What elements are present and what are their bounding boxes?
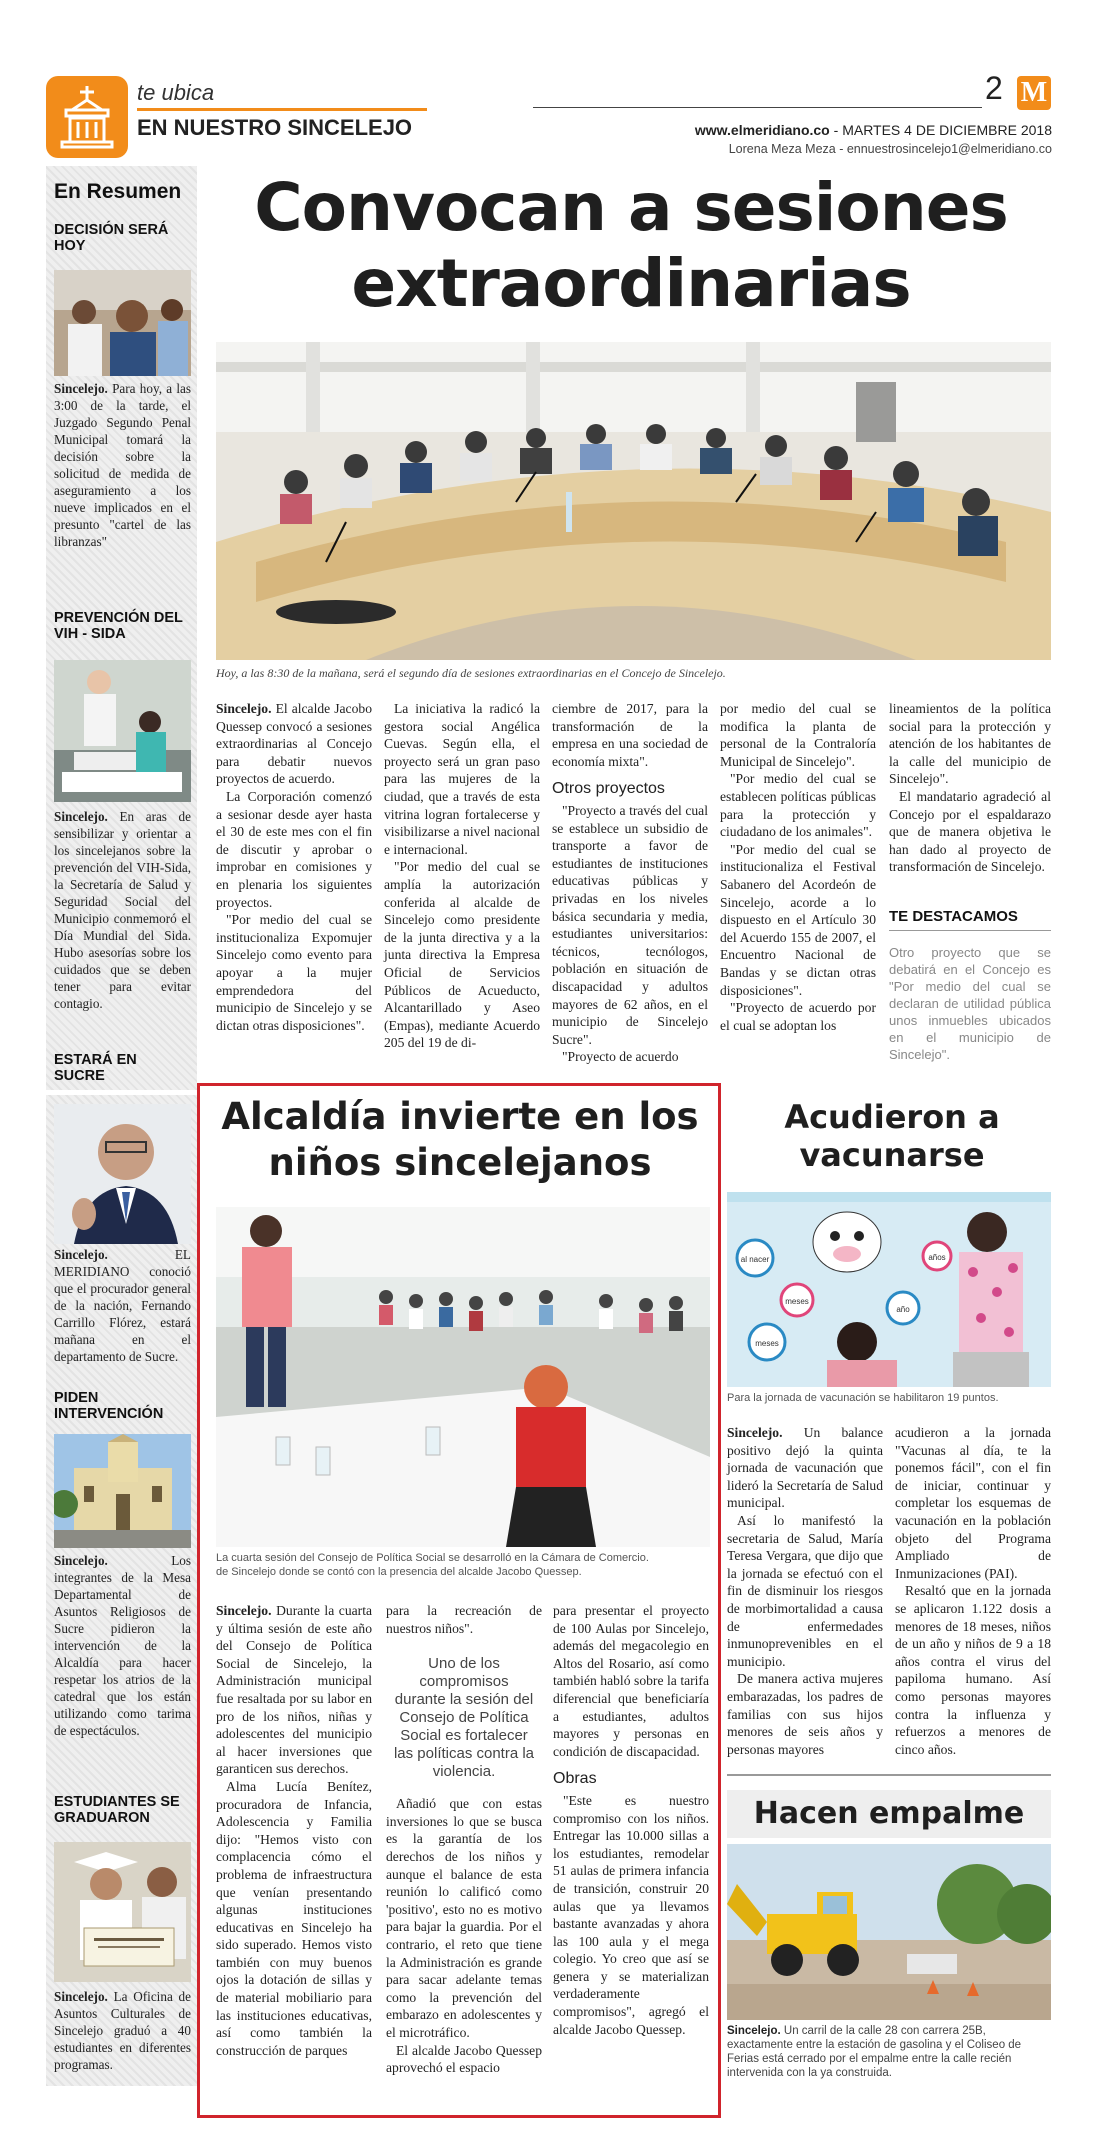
poster-label: al nacer: [740, 1255, 770, 1264]
main-col5-p2: El mandatario agradeció al Concejo por el espaldarazo que de manera objetiva le han dado al proyecto de transformación de Sincelejo.: [889, 788, 1051, 875]
alcaldia-headline: [210, 1094, 710, 1186]
article-lead: Sincelejo.: [216, 1603, 272, 1618]
section-name: EN NUESTRO SINCELEJO: [137, 115, 413, 140]
poster-label: años: [928, 1253, 946, 1262]
vacuna-headline: [727, 1098, 1057, 1174]
highlight-rule: [889, 930, 1051, 931]
alcaldia-col-1: [216, 1602, 372, 2059]
poster-label: meses: [785, 1297, 809, 1306]
main-headline-line2: extraordinarias: [351, 245, 911, 322]
sidebar-item-body: En aras de sensibilizar y orientar a los sincelejanos sobre la prevención del VIH-Sida, la Secretaría de Salud y Seguridad Social del Municipio conmemoró el Día Mundial del Sida. Hubo asesorías sobre los cuidados que se deben tener para evitar contagio.: [54, 809, 191, 1011]
sidebar-item-text: [54, 1552, 191, 1739]
alcaldia-col3-p1: para presentar el proyecto de 100 Aulas por Sincelejo, además del megacolegio en Altos del Rosario, así como también habló sobre la tarifa diferencial que beneficiaría a estudiantes, adultos mayores y personas en condición de discapacidad.: [553, 1603, 709, 1759]
alcaldia-col1-p1: Durante la cuarta y última sesión de este año del Consejo de Política Social de Sincelejo, la Administración municipal fue resaltada por su labor en pro de los niños, niñas y adolescentes del municipio al hacer inversiones que garanticen sus derechos.: [216, 1603, 373, 1777]
sidebar-item-body: Para hoy, a las 3:00 de la tarde, el Juzgado Segundo Penal Municipal tomará la decisión sobre la solicitud de medida de aseguramiento a los nueve implicados en el presunto "cartel de las libranzas": [54, 381, 191, 549]
alcaldia-col3-p2: "Este es nuestro compromiso con los niños. Entregar las 10.000 sillas a los estudiantes, remodelar 51 aulas de primera infancia de transición, construir 20 aulas que ya llevamos bastante avanzadas y ahora las 100 aula y el mega colegio. Yo creo que así se genera y se materializan verdaderamente compromisos", agregó el alcalde Jacobo Quessep.: [553, 1792, 709, 2037]
main-col1-p2: La Corporación comenzó a sesionar desde ayer hasta el 30 de este mes con el fin de discutir y aprobar o improbar en comisiones y en plenaria los siguientes proyectos.: [216, 788, 372, 910]
alcaldia-col3-subhead: Obras: [553, 1770, 597, 1788]
main-col5-p1: lineamientos de la política social para la protección y atención de los habitantes de la calle del municipio de Sincelejo".: [889, 701, 1051, 787]
vacuna-col1-p3: De manera activa mujeres embarazadas, los padres de familias con sus hijos menores de seis años y personas mayores: [727, 1671, 883, 1757]
alcaldia-photo-caption: [216, 1551, 710, 1579]
alcaldia-col2-p2: Añadió que con estas inversiones lo que se busca es la garantía de los derechos de los niños y aunque el balance de esta reunión lo calificó como 'positivo', esto no es motivo para bajar la guardia. Por el contrario, el reto que tiene la Administración es grande para sacar adelante temas como la prevención del embarazo en adolescentes y el microtráfico.: [386, 1796, 542, 2040]
main-headline: [205, 170, 1057, 322]
alcaldia-headline-line2: niños sincelejanos: [268, 1141, 652, 1184]
sidebar-item-heading: ESTARÁ EN SUCRE: [54, 1052, 137, 1084]
main-col-2: [384, 700, 540, 1052]
vacuna-col2-p2: Resaltó que en la jornada se aplicaron 1.122 dosis a menores de 18 meses, niños de un año y niños de 9 a 18 años contra el virus del papiloma humano. Así como personas mayores contra la influenza y refuerzos a menores de cinco años.: [895, 1583, 1051, 1757]
sidebar-item-lead: Sincelejo.: [54, 809, 108, 824]
issue-date: MARTES 4 DE DICIEMBRE 2018: [842, 122, 1052, 138]
section-tagline: te ubica: [137, 80, 215, 105]
main-col4-p2: "Por medio del cual se establecen políticas públicas para la protección y ciudadano de los animales".: [720, 771, 876, 840]
sidebar-photo-graduates: [54, 1842, 191, 1982]
alcaldia-col-2: [386, 1602, 542, 2077]
website-link[interactable]: www.elmeridiano.co: [694, 122, 830, 138]
sidebar-item-heading: PIDEN INTERVENCIÓN: [54, 1390, 164, 1422]
summary-sidebar: [46, 166, 197, 2086]
vacuna-col-2: [895, 1424, 1051, 1758]
vacuna-photo-caption: Para la jornada de vacunación se habilitaron 19 puntos.: [727, 1392, 999, 1404]
sidebar-item-body: La Oficina de Asuntos Culturales de Sincelejo graduó a 40 estudiantes en diferentes programas.: [54, 1989, 191, 2072]
sidebar-item-heading: ESTUDIANTES SE GRADUARON: [54, 1794, 180, 1826]
main-col4-p4: "Proyecto de acuerdo por el cual se adoptan los: [720, 1000, 876, 1033]
highlight-title: TE DESTACAMOS: [889, 908, 1018, 925]
main-col-5: [889, 700, 1051, 876]
poster-label: meses: [755, 1339, 779, 1348]
main-headline-line1: Convocan a sesiones: [254, 169, 1008, 246]
logo-letter: M: [1020, 77, 1048, 108]
empalme-caption-text: Un carril de la calle 28 con carrera 25B, exactamente entre la estación de gasolina y el Coliseo de Ferias está cerrado por el empalme entre la calle recién intervenida con la ya construida.: [727, 2025, 1022, 2079]
sidebar-item-heading: DECISIÓN SERÁ HOY: [54, 222, 169, 254]
empalme-photo-roadworks: [727, 1844, 1051, 2020]
header-accent-line: [137, 108, 427, 111]
sidebar-item-text: [54, 380, 191, 550]
main-col1-p1: El alcalde Jacobo Quessep convocó a sesiones extraordinarias al Concejo para debatir nuevos proyectos de acuerdo.: [216, 701, 372, 787]
sidebar-item-lead: Sincelejo.: [54, 1247, 108, 1262]
sidebar-photo-cathedral: [54, 1434, 191, 1548]
main-col3-subhead: Otros proyectos: [552, 780, 665, 798]
vacuna-headline-line1: Acudieron a: [784, 1098, 1000, 1136]
vacuna-col1-p1: Un balance positivo dejó la quinta jornada de vacunación que lideró la Secretaría de Salud municipal.: [727, 1425, 883, 1511]
section-logo-icon: [46, 76, 128, 158]
sidebar-item-lead: Sincelejo.: [54, 381, 108, 396]
empalme-caption-lead: Sincelejo.: [727, 2025, 781, 2037]
main-photo-council-session: [216, 342, 1051, 660]
sidebar-item-lead: Sincelejo.: [54, 1553, 108, 1568]
sidebar-photo-procurador: [54, 1104, 191, 1244]
vacuna-col-1: [727, 1424, 883, 1758]
page-header: [0, 0, 1095, 170]
main-col4-p1: por medio del cual se modifica la planta de personal de la Contraloría Municipal de Sincelejo".: [720, 701, 876, 769]
alcaldia-pullquote: Uno de los compromisos durante la sesión del Consejo de Política Social es fortalecer las políticas contra la violencia.: [393, 1655, 535, 1781]
sidebar-item-text: [54, 808, 191, 1012]
main-col3-p1: ciembre de 2017, para la transformación de la empresa en una sociedad de economía mixta".: [552, 701, 708, 769]
main-col4-p3: "Por medio del cual se institucionaliza el Festival Sabanero del Acordeón de Sincelejo, acorde a lo dispuesto en el Artículo 30 del Acuerdo 155 de 2007, el Encuentro Nacional de Bandas y se dictan otras disposiciones".: [720, 841, 876, 998]
header-rule: [533, 107, 982, 108]
main-col1-p3: "Por medio del cual se institucionaliza Expomujer Sincelejo como evento para apoyar a la mujer emprendedora del municipio de Sincelejo y se dictan otras disposiciones".: [216, 912, 372, 1033]
alcaldia-col1-p2: Alma Lucía Benítez, procuradora de Infancia, Adolescencia y Familia dijo: "Hemos visto con complacencia cómo el problema de infraestructura que venían presentando algunas instituciones educativas en Sincelejo ha sido superado. Hemos visto también con muy buenos ojos la dotación de sillas y de material mobiliario para las instituciones educativas, así como también la construcción de parques: [216, 1778, 372, 2058]
main-col2-p2: "Por medio del cual se amplía la autorización conferida al alcalde de Sincelejo como presidente de la junta directiva y a la junta directiva la Empresa Oficial de Servicios Públicos de Acueducto, Alcantarillado y Aseo (Empas), mediante Acuerdo 205 del 19 de di-: [384, 859, 540, 1051]
sidebar-item-heading: PREVENCIÓN DEL VIH - SIDA: [54, 610, 183, 642]
article-lead: Sincelejo.: [727, 1425, 783, 1440]
sidebar-divider: [46, 1090, 197, 1095]
byline: Lorena Meza Meza - ennuestrosincelejo1@elmeridiano.co: [728, 142, 1052, 156]
highlight-text: Otro proyecto que se debatirá en el Concejo es "Por medio del cual se declaran de utilidad pública unos inmuebles ubicados en el municipio de Sincelejo".: [889, 945, 1051, 1062]
alcaldia-headline-line1: Alcaldía invierte en los: [221, 1095, 699, 1138]
main-photo-caption: Hoy, a las 8:30 de la mañana, será el segundo día de sesiones extraordinarias en el Concejo de Sincelejo.: [216, 666, 726, 680]
dateline-separator: -: [833, 122, 843, 138]
sidebar-photo-health-campaign: [54, 660, 191, 802]
vacuna-photo: [727, 1192, 1051, 1387]
empalme-photo-caption: [727, 2024, 1051, 2080]
page-number: 2: [985, 70, 1003, 106]
sidebar-photo-court: [54, 270, 191, 376]
vacuna-headline-line2: vacunarse: [799, 1136, 985, 1174]
alcaldia-photo-meeting: [216, 1207, 710, 1547]
newspaper-logo-icon: [1017, 76, 1051, 110]
main-col3-p3: "Proyecto de acuerdo: [562, 1049, 679, 1065]
main-col3-p2: "Proyecto a través del cual se establece un subsidio de transporte a favor de estudiantes de instituciones educativas públicas y privadas en los niveles básica secundaria y media, estudiantes universitarios: técnicos, tecnólogos, población en situación de discapacidad y adultos mayores de 62 años, en el municipio de Sincelejo Sucre".: [552, 802, 708, 1047]
alcaldia-col-3: [553, 1602, 709, 2038]
main-col-4: [720, 700, 876, 1034]
sidebar-title: En Resumen: [54, 180, 182, 203]
alcaldia-caption-line1: La cuarta sesión del Consejo de Política Social se desarrolló en la Cámara de Comercio.: [216, 1552, 649, 1564]
sidebar-item-text: [54, 1246, 191, 1365]
main-col-3: [552, 700, 708, 1066]
main-col-1: [216, 700, 372, 1034]
sidebar-item-body: EL MERIDIANO conoció que el procurador general de la nación, Fernando Carrillo Flórez, estará mañana en el departamento de Sucre.: [54, 1247, 191, 1364]
sidebar-item-body: Los integrantes de la Mesa Departamental de Asuntos Religiosos de Sucre pidieron la intervención de la Alcaldía para hacer respetar los atrios de la catedral que los están utilizando como tarima de espectáculos.: [54, 1553, 191, 1738]
main-col2-p1: La iniciativa la radicó la gestora social Angélica Cuevas. Según ella, el proyecto será un gran paso para las mujeres de la ciudad, que a través de esta vitrina logran fortalecerse y visibilizarse a nivel nacional e internacional.: [384, 701, 540, 857]
dateline: [560, 122, 1052, 138]
empalme-rule: [727, 1774, 1051, 1776]
sidebar-item-text: [54, 1988, 191, 2073]
vacuna-col2-p1: acudieron a la jornada "Vacunas al día, te la ponemos fácil", con el fin de iniciar, continuar y completar los esquemas de vacunación en la población objeto del Programa Ampliado de Inmunizaciones (PAI).: [895, 1425, 1051, 1581]
empalme-headline: Hacen empalme: [753, 1796, 1025, 1831]
poster-label: año: [896, 1305, 910, 1314]
vacuna-col1-p2: Así lo manifestó la secretaria de Salud, María Teresa Vergara, que dijo que la jornada se efectuó con el fin de disminuir los riesgos de morbimortalidad a causa de enfermedades inmunoprevenibles en el municipio.: [727, 1512, 883, 1669]
alcaldia-col2-p1: para la recreación de nuestros niños".: [386, 1603, 542, 1636]
alcaldia-caption-line2: de Sincelejo donde se contó con la presencia del alcalde Jacobo Quessep.: [216, 1566, 582, 1578]
sidebar-item-lead: Sincelejo.: [54, 1989, 108, 2004]
alcaldia-col2-p3: El alcalde Jacobo Quessep aprovechó el espacio: [386, 2042, 542, 2076]
article-lead: Sincelejo.: [216, 701, 272, 716]
